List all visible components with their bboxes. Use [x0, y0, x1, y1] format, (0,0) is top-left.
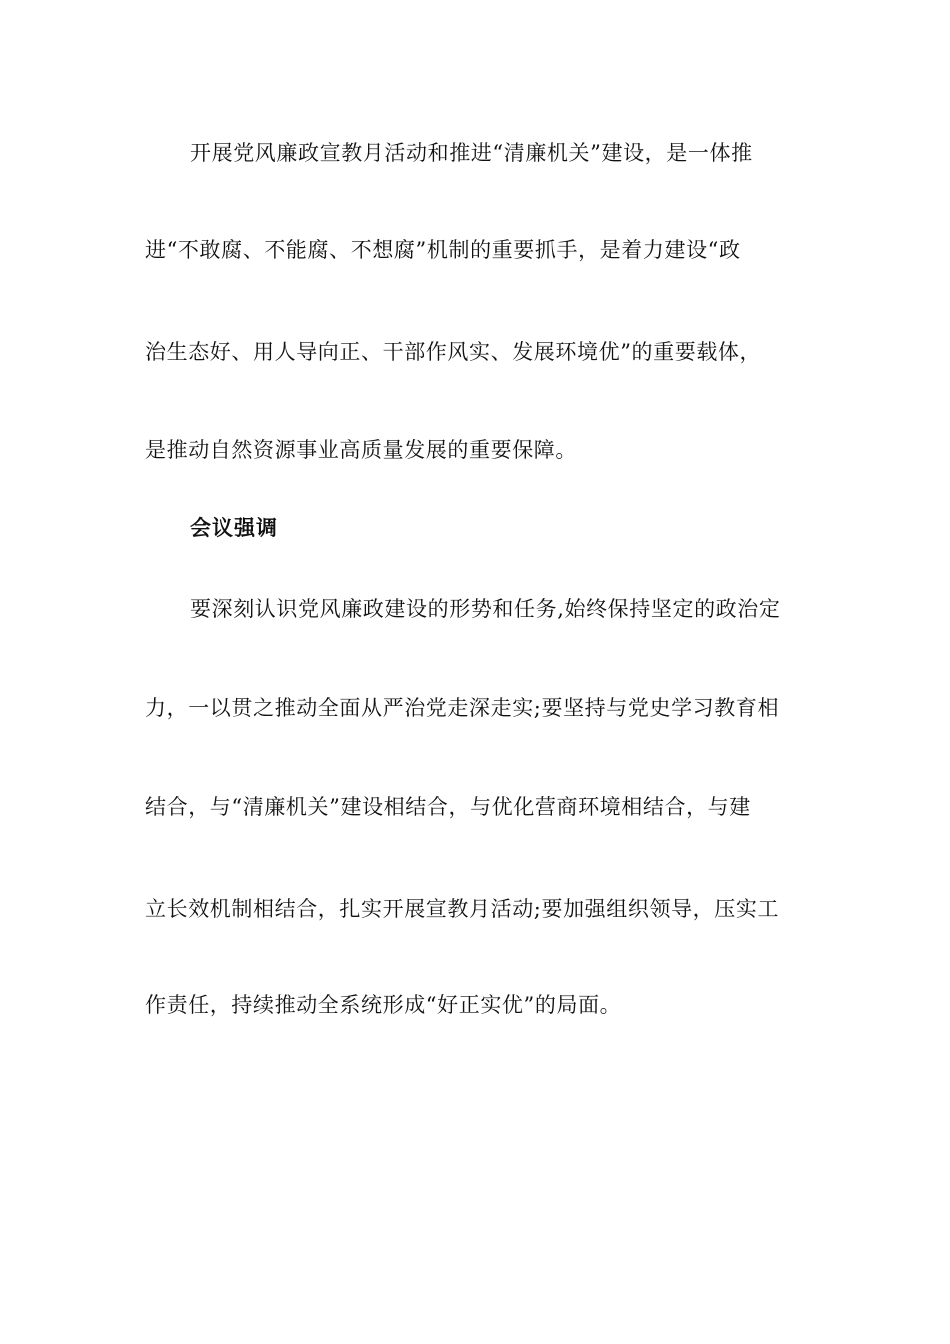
- paragraph-1-line-2: 进“不敢腐、不能腐、不想腐”机制的重要抓手，是着力建设“政: [145, 238, 741, 262]
- paragraph-2-line-4: 立长效机制相结合，扎实开展宣教月活动;要加强组织领导，压实工: [145, 897, 780, 921]
- paragraph-2-line-2: 力，一以贯之推动全面从严治党走深走实;要坚持与党史学习教育相: [145, 696, 780, 720]
- paragraph-2-line-5: 作责任，持续推动全系统形成“好正实优”的局面。: [145, 993, 622, 1017]
- paragraph-1-line-1: 开展党风廉政宣教月活动和推进“清廉机关”建设，是一体推: [190, 141, 753, 165]
- paragraph-1-line-4: 是推动自然资源事业高质量发展的重要保障。: [145, 438, 577, 462]
- paragraph-1-line-3: 治生态好、用人导向正、干部作风实、发展环境优”的重要载体，: [145, 340, 762, 364]
- section-heading: 会议强调: [190, 516, 278, 540]
- paragraph-2-line-3: 结合，与“清廉机关”建设相结合，与优化营商环境相结合，与建: [145, 795, 751, 819]
- paragraph-2-line-1: 要深刻认识党风廉政建设的形势和任务,始终保持坚定的政治定: [190, 597, 781, 621]
